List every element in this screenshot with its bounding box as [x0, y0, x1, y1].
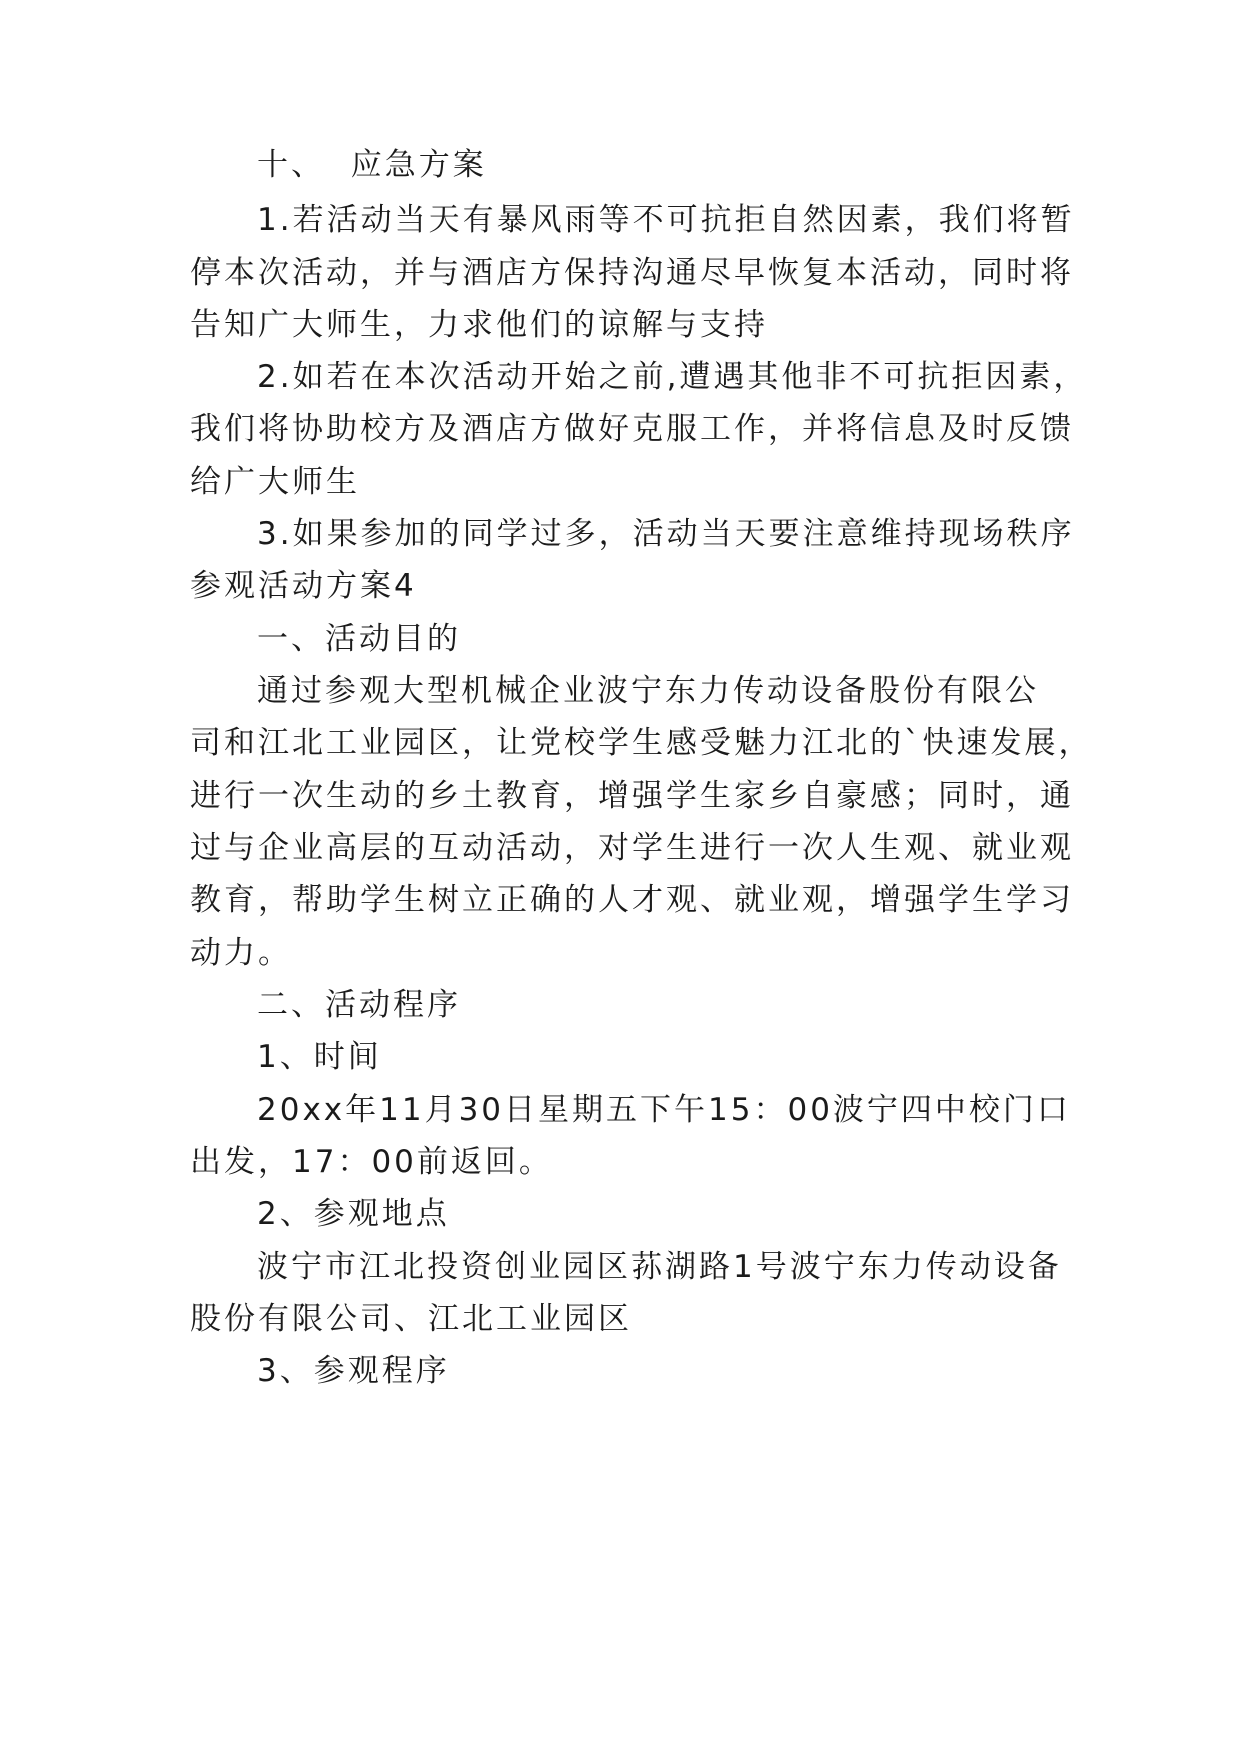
paragraph-line: 1.若活动当天有暴风雨等不可抗拒自然因素，我们将暂: [257, 202, 1075, 238]
paragraph-line: 通过参观大型机械企业波宁东力传动设备股份有限公: [257, 673, 1039, 709]
section-heading-activity-purpose: 一、活动目的: [257, 621, 461, 657]
section-heading-emergency-plan: 十、 应急方案: [257, 147, 487, 183]
paragraph-line: 告知广大师生，力求他们的谅解与支持: [190, 307, 768, 343]
paragraph-line: 股份有限公司、江北工业园区: [190, 1301, 632, 1337]
paragraph-line: 停本次活动，并与酒店方保持沟通尽早恢复本活动，同时将: [190, 255, 1074, 291]
subheading-visit-procedure: 3、参观程序: [257, 1353, 450, 1389]
paragraph-line: 给广大师生: [190, 464, 360, 500]
paragraph-line: 动力。: [190, 935, 292, 971]
subheading-visit-location: 2、参观地点: [257, 1196, 450, 1232]
section-heading-activity-procedure: 二、活动程序: [257, 987, 461, 1023]
paragraph-line: 过与企业高层的互动活动，对学生进行一次人生观、就业观: [190, 830, 1074, 866]
document-title: 参观活动方案4: [190, 568, 417, 604]
paragraph-line: 出发，17：00前返回。: [190, 1144, 553, 1180]
subheading-time: 1、时间: [257, 1039, 382, 1075]
paragraph-line: 进行一次生动的乡土教育，增强学生家乡自豪感；同时，通: [190, 778, 1074, 814]
paragraph-line: 2.如若在本次活动开始之前,遭遇其他非不可抗拒因素，: [257, 359, 1088, 395]
paragraph-line: 教育，帮助学生树立正确的人才观、就业观，增强学生学习: [190, 882, 1074, 918]
paragraph-line: 司和江北工业园区，让党校学生感受魅力江北的`快速发展，: [190, 725, 1093, 761]
paragraph-line: 20xx年11月30日星期五下午15：00波宁四中校门口: [257, 1092, 1071, 1128]
paragraph-line: 我们将协助校方及酒店方做好克服工作，并将信息及时反馈: [190, 411, 1074, 447]
paragraph-line: 3.如果参加的同学过多，活动当天要注意维持现场秩序: [257, 516, 1075, 552]
paragraph-line: 波宁市江北投资创业园区荪湖路1号波宁东力传动设备: [257, 1249, 1062, 1285]
